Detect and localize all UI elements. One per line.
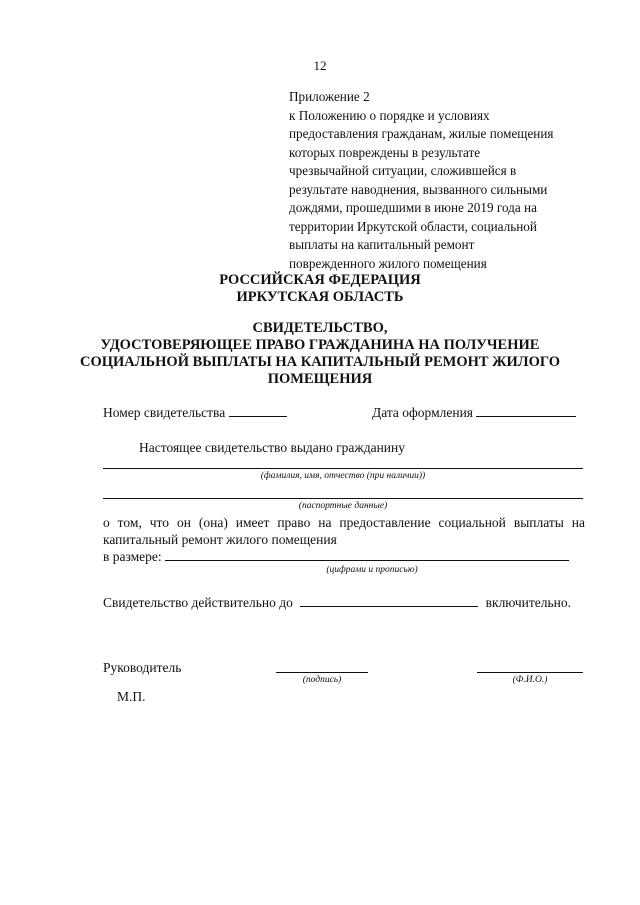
title-line: СВИДЕТЕЛЬСТВО, <box>252 320 388 336</box>
seal-label: М.П. <box>117 689 146 704</box>
title-line: ПОМЕЩЕНИЯ <box>267 371 373 387</box>
appendix-line: к Положению о порядке и условиях <box>289 107 490 123</box>
valid-until-row <box>103 594 571 611</box>
appendix-line: которых повреждены в результате <box>289 144 481 160</box>
full-name-field[interactable] <box>103 468 583 469</box>
amount-caption: (цифрами и прописью) <box>326 565 418 575</box>
right-statement: о том, что он (она) имеет право на предоставление социальной выплаты на капитальный ремонт жилого помещения <box>103 515 585 547</box>
amount-field[interactable] <box>165 548 569 561</box>
passport-caption: (паспортные данные) <box>298 501 388 511</box>
appendix-line: выплаты на капитальный ремонт <box>289 237 475 252</box>
page-number: 12 <box>313 58 327 73</box>
issue-date-row <box>372 404 576 421</box>
full-name-caption: (фамилия, имя, отчество (при наличии)) <box>260 471 426 481</box>
issued-to-text: Настоящее свидетельство выдано гражданину <box>139 440 405 455</box>
valid-until-label: Свидетельство действительно до <box>103 595 293 610</box>
title-line: УДОСТОВЕРЯЮЩЕЕ ПРАВО ГРАЖДАНИНА НА ПОЛУЧЕНИЕ <box>100 337 540 353</box>
appendix-line: дождями, прошедшими в июне 2019 года на <box>289 200 537 215</box>
passport-field[interactable] <box>103 498 583 499</box>
certificate-number-row <box>103 404 287 421</box>
head-label: Руководитель <box>103 660 182 675</box>
country-heading: РОССИЙСКАЯ ФЕДЕРАЦИЯ <box>219 272 421 288</box>
valid-until-suffix: включительно. <box>485 595 572 610</box>
name-field[interactable] <box>477 672 583 673</box>
title-line: СОЦИАЛЬНОЙ ВЫПЛАТЫ НА КАПИТАЛЬНЫЙ РЕМОНТ ЖИЛОГО <box>79 354 561 370</box>
certificate-number-field[interactable] <box>229 404 287 417</box>
appendix-line: территории Иркутской области, социальной <box>289 218 537 234</box>
name-caption: (Ф.И.О.) <box>512 675 548 685</box>
region-heading: ИРКУТСКАЯ ОБЛАСТЬ <box>236 289 404 305</box>
appendix-line: результате наводнения, вызванного сильными <box>289 181 548 197</box>
issue-date-field[interactable] <box>476 404 576 417</box>
amount-label: в размере: <box>103 549 162 564</box>
appendix-note <box>289 88 589 273</box>
valid-until-field[interactable] <box>300 594 478 607</box>
appendix-line: поврежденного жилого помещения <box>289 255 487 271</box>
appendix-line: чрезвычайной ситуации, сложившейся в <box>289 163 517 178</box>
signature-caption: (подпись) <box>302 675 342 685</box>
issue-date-label: Дата оформления <box>372 405 474 420</box>
signature-field[interactable] <box>276 672 368 673</box>
header-block <box>0 272 640 306</box>
document-title <box>0 320 640 388</box>
amount-row <box>103 548 569 565</box>
appendix-line: предоставления гражданам, жилые помещения <box>289 126 554 141</box>
certificate-number-label: Номер свидетельства <box>103 405 226 420</box>
appendix-line: Приложение 2 <box>289 89 370 104</box>
